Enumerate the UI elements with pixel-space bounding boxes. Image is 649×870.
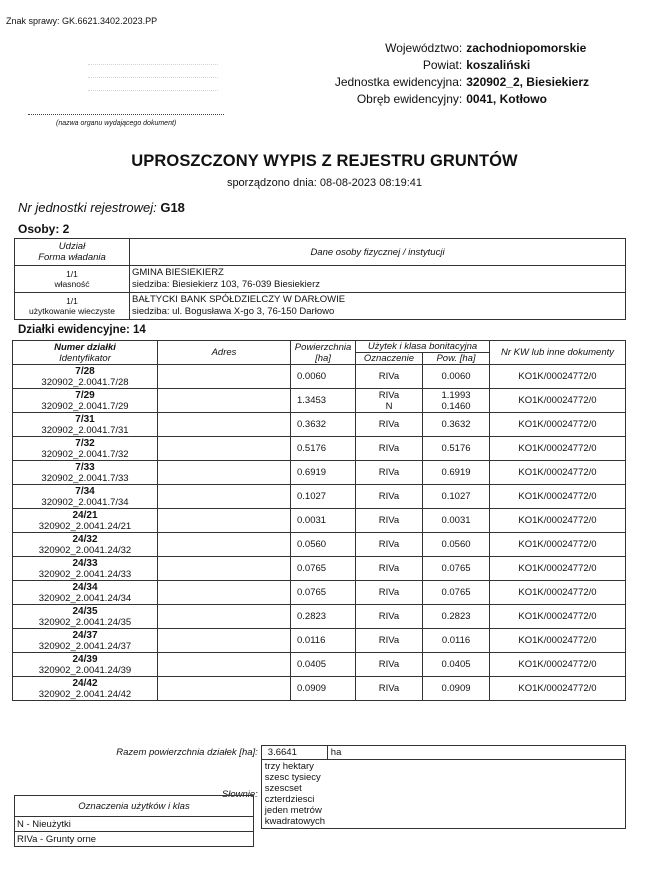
plot-identifier: 320902_2.0041.7/34 [41,496,129,508]
plot-address [158,533,291,557]
owner-address: siedziba: Biesiekierz 103, 76-039 Biesiekierz [132,279,320,290]
plot-use: RIVa [378,515,400,526]
plot-number: 7/31 [75,413,95,425]
plot-identifier: 320902_2.0041.24/42 [38,688,132,700]
plot-use: RIVa [378,419,400,430]
plot-address [158,437,291,461]
plot-use-cell [356,389,423,413]
plot-number: 7/29 [75,389,95,401]
plot-row [13,485,626,509]
plot-use-area-cell [423,653,490,677]
owner-name: GMINA BIESIEKIERZ [132,267,224,278]
plot-row [13,653,626,677]
plot-row [13,461,626,485]
words-value: trzy hektary szesc tysiecy szescset czterdziesci jeden metrów kwadratowych [261,760,625,829]
region-info [331,40,589,108]
plot-kw: KO1K/00024772/0 [490,365,626,389]
plot-id-cell [13,653,158,677]
plots-col-use-area: Pow. [ha] [423,353,490,365]
plot-use-area-cell [423,629,490,653]
persons-count: Osoby: 2 [18,222,70,236]
region-value: zachodniopomorskie [466,41,587,55]
plot-kw: KO1K/00024772/0 [490,437,626,461]
plot-address [158,509,291,533]
words-label: Słownie: [221,788,258,800]
plot-id-cell [13,605,158,629]
plots-col-number: Numer działki Identyfikator [13,341,158,365]
plots-col-use: Użytek i klasa bonitacyjna [356,341,490,353]
plot-row [13,605,626,629]
plot-address [158,389,291,413]
plot-use: RIVa [378,371,400,382]
region-label: Powiat: [422,58,463,72]
plot-area: 0.0560 [291,533,356,557]
plot-use-area: 1.1993 [441,389,471,401]
region-label: Jednostka ewidencyjna: [334,75,463,89]
plot-kw: KO1K/00024772/0 [490,509,626,533]
plot-use-area-cell [423,509,490,533]
plot-area: 0.0405 [291,653,356,677]
plot-use-area: 0.6919 [441,467,471,478]
registry-unit [18,200,185,215]
plot-use-area-2: 0.1460 [441,400,471,412]
plot-use: RIVa [378,611,400,622]
plot-use-area: 0.0765 [441,587,471,598]
region-row [331,40,589,57]
owner-form: użytkowanie wieczyste [29,306,115,316]
plot-number: 24/32 [72,533,98,545]
plot-kw: KO1K/00024772/0 [490,389,626,413]
region-row [331,74,589,91]
plot-use-cell [356,557,423,581]
plot-number: 24/33 [72,557,98,569]
total-value: 3.6641 [261,746,327,760]
plot-number: 7/28 [75,365,95,377]
plot-id-cell [13,461,158,485]
plot-row [13,389,626,413]
total-label: Razem powierzchnia działek [ha]: [116,747,258,758]
plots-col-use-mark: Oznaczenie [356,353,423,365]
plot-identifier: 320902_2.0041.24/32 [38,544,132,556]
plot-id-cell [13,485,158,509]
region-row [331,57,589,74]
plot-use-area-cell [423,461,490,485]
region-value: 320902_2, Biesiekierz [466,75,589,89]
plot-id-cell [13,509,158,533]
plot-use-area: 0.0909 [441,683,471,694]
plot-identifier: 320902_2.0041.24/21 [38,520,132,532]
region-value: 0041, Kotłowo [466,92,547,106]
owner-address: siedziba: ul. Bogusława X-go 3, 76-150 Darłowo [132,306,335,317]
plot-kw: KO1K/00024772/0 [490,413,626,437]
plot-kw: KO1K/00024772/0 [490,605,626,629]
plot-use: RIVa [378,683,400,694]
plot-use-cell [356,677,423,701]
plot-number: 24/42 [72,677,98,689]
plot-use-area-cell [423,389,490,413]
plot-use-area-cell [423,557,490,581]
plot-id-cell [13,581,158,605]
plot-kw: KO1K/00024772/0 [490,557,626,581]
plot-kw: KO1K/00024772/0 [490,461,626,485]
plot-area: 0.6919 [291,461,356,485]
plot-id-cell [13,365,158,389]
plot-use-area: 0.0560 [441,539,471,550]
plot-row [13,533,626,557]
plot-id-cell [13,629,158,653]
plot-address [158,365,291,389]
legend-title: Oznaczenia użytków i klas [15,796,254,817]
plot-number: 7/32 [75,437,95,449]
plot-kw: KO1K/00024772/0 [490,581,626,605]
plot-use: RIVa [378,635,400,646]
registry-unit-value: G18 [160,200,185,215]
plot-row [13,677,626,701]
region-label: Obręb ewidencyjny: [356,92,463,106]
owner-row [15,293,626,320]
plot-area: 0.0909 [291,677,356,701]
plot-use-cell [356,653,423,677]
plot-use-area-cell [423,437,490,461]
plots-col-address: Adres [158,341,291,365]
owner-person-cell [130,266,626,293]
plot-use: RIVa [378,491,400,502]
plot-use-cell [356,485,423,509]
plot-address [158,461,291,485]
region-value: koszaliński [466,58,531,72]
plots-count: Działki ewidencyjne: 14 [18,324,146,336]
plot-use-area-cell [423,581,490,605]
plot-number: 24/37 [72,629,98,641]
plot-row [13,629,626,653]
plot-use-area-cell [423,677,490,701]
owner-form: własność [54,279,90,289]
plot-id-cell [13,533,158,557]
plot-use: RIVa [378,659,400,670]
plot-area: 1.3453 [291,389,356,413]
plot-identifier: 320902_2.0041.7/29 [41,400,129,412]
owner-share-cell [15,266,130,293]
plot-identifier: 320902_2.0041.24/35 [38,616,132,628]
case-number: Znak sprawy: GK.6621.3402.2023.PP [6,16,158,26]
plot-use-area-cell [423,605,490,629]
plot-identifier: 320902_2.0041.7/32 [41,448,129,460]
plot-kw: KO1K/00024772/0 [490,485,626,509]
plot-use-cell [356,581,423,605]
plot-use-2: N [385,400,393,412]
owners-col-share: Udział Forma władania [15,239,130,266]
plot-kw: KO1K/00024772/0 [490,533,626,557]
plot-use: RIVa [378,467,400,478]
plot-use-area: 0.0116 [441,635,471,646]
plot-use-area: 0.0765 [441,563,471,574]
plot-use-area-cell [423,533,490,557]
plot-address [158,557,291,581]
plot-use-area: 0.0031 [441,515,471,526]
plot-use: RIVa [378,587,400,598]
plot-use-area: 0.5176 [441,443,471,454]
plot-identifier: 320902_2.0041.24/39 [38,664,132,676]
plot-area: 0.5176 [291,437,356,461]
plot-use-area: 0.0405 [441,659,471,670]
plot-use-cell [356,605,423,629]
plot-area: 0.3632 [291,413,356,437]
plot-use-cell [356,629,423,653]
plot-use-cell [356,437,423,461]
plot-area: 0.0116 [291,629,356,653]
plot-kw: KO1K/00024772/0 [490,653,626,677]
plot-row [13,365,626,389]
plot-address [158,653,291,677]
owners-col-person: Dane osoby fizycznej / instytucji [130,239,626,266]
plot-use: RIVa [378,563,400,574]
plot-use-area-cell [423,365,490,389]
plot-use-area: 0.3632 [441,419,471,430]
plot-use-area: 0.1027 [441,491,471,502]
total-unit: ha [327,746,625,760]
plot-id-cell [13,389,158,413]
plot-use-cell [356,461,423,485]
plot-area: 0.0765 [291,557,356,581]
plot-identifier: 320902_2.0041.7/33 [41,472,129,484]
plot-use: RIVa [378,539,400,550]
plot-use-cell [356,509,423,533]
plot-address [158,677,291,701]
document-title: UPROSZCZONY WYPIS Z REJESTRU GRUNTÓW [131,152,518,170]
plot-number: 24/39 [72,653,98,665]
plot-identifier: 320902_2.0041.24/33 [38,568,132,580]
plot-number: 24/35 [72,605,98,617]
plot-kw: KO1K/00024772/0 [490,677,626,701]
plot-area: 0.0031 [291,509,356,533]
plots-col-area: Powierzchnia [ha] [291,341,356,365]
plot-address [158,605,291,629]
plot-use-area: 0.0060 [441,371,471,382]
plot-use-area: 0.2823 [441,611,471,622]
plots-table [12,340,626,701]
owner-share: 1/1 [66,296,78,306]
plot-address [158,413,291,437]
plot-number: 24/21 [72,509,98,521]
owner-share: 1/1 [66,269,78,279]
organ-signature-line [28,114,224,115]
plot-area: 0.1027 [291,485,356,509]
legend-item: RIVa - Grunty orne [15,832,254,847]
legend-table [14,795,254,847]
plot-id-cell [13,413,158,437]
owner-name: BAŁTYCKI BANK SPÓŁDZIELCZY W DARŁOWIE [132,294,346,305]
plot-identifier: 320902_2.0041.24/34 [38,592,132,604]
plot-id-cell [13,437,158,461]
plot-use-area-cell [423,413,490,437]
region-row [331,91,589,108]
plot-use-cell [356,533,423,557]
owners-table [14,238,626,320]
plot-row [13,557,626,581]
plot-number: 7/34 [75,485,95,497]
plot-area: 0.2823 [291,605,356,629]
region-label: Województwo: [385,41,463,55]
plots-col-kw: Nr KW lub inne dokumenty [490,341,626,365]
owner-row [15,266,626,293]
plot-id-cell [13,557,158,581]
plot-address [158,629,291,653]
legend-row [15,817,254,832]
plot-use-cell [356,365,423,389]
plot-number: 24/34 [72,581,98,593]
plot-use-area-cell [423,485,490,509]
plot-address [158,485,291,509]
plot-identifier: 320902_2.0041.7/31 [41,424,129,436]
plot-row [13,509,626,533]
owner-share-cell [15,293,130,320]
plot-area: 0.0060 [291,365,356,389]
legend-item: N - Nieużytki [15,817,254,832]
plot-use: RIVa [378,443,400,454]
owner-person-cell [130,293,626,320]
faded-organ-stamp [88,52,218,102]
plot-use-cell [356,413,423,437]
plot-address [158,581,291,605]
plot-area: 0.0765 [291,581,356,605]
plot-identifier: 320902_2.0041.7/28 [41,376,129,388]
plot-row [13,581,626,605]
legend-row [15,832,254,847]
plot-row [13,437,626,461]
plot-kw: KO1K/00024772/0 [490,629,626,653]
plot-identifier: 320902_2.0041.24/37 [38,640,132,652]
organ-note: (nazwa organu wydającego dokument) [56,120,177,127]
registry-unit-label: Nr jednostki rejestrowej: [18,200,157,215]
plot-id-cell [13,677,158,701]
document-date: sporządzono dnia: 08-08-2023 08:19:41 [226,177,423,189]
plot-number: 7/33 [75,461,95,473]
plot-use: RIVa [378,389,400,401]
plot-row [13,413,626,437]
